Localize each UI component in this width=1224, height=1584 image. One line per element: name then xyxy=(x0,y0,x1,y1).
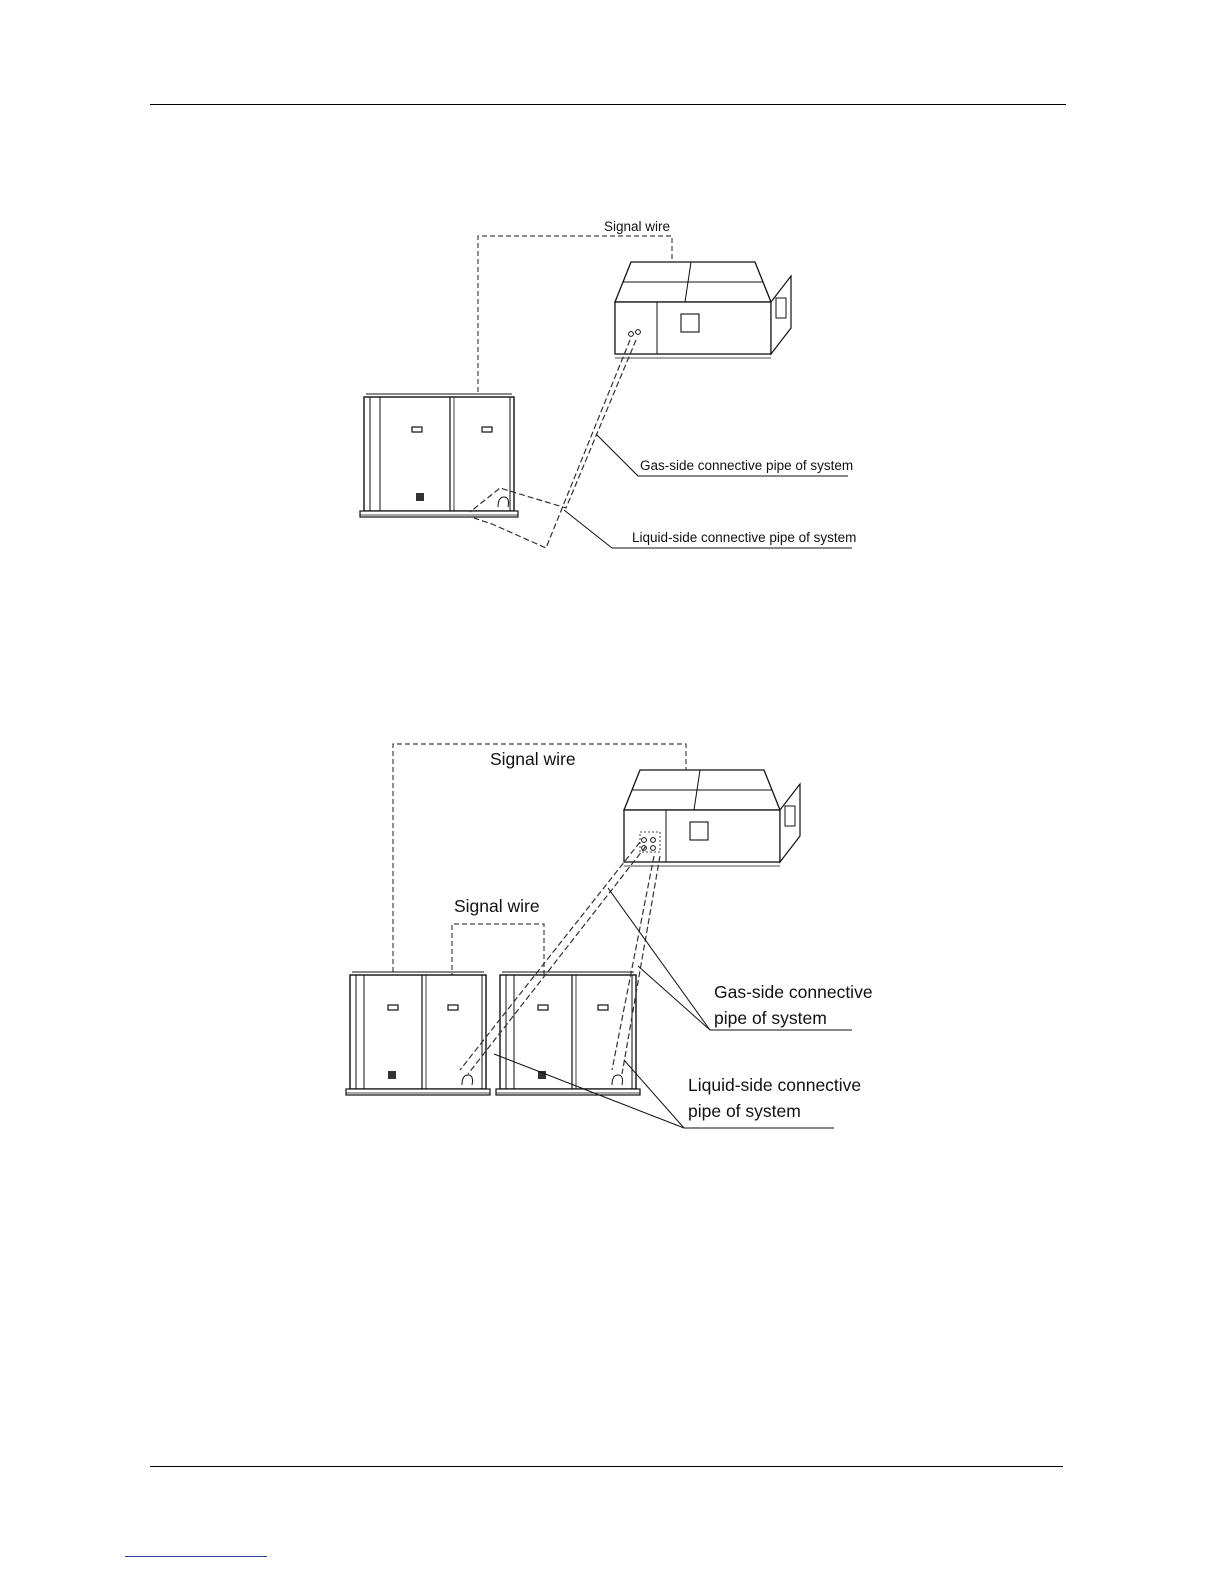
signal-wire-top-label: Signal wire xyxy=(490,749,576,769)
indoor-unit-2 xyxy=(624,770,800,866)
outdoor-unit-right xyxy=(496,972,640,1095)
diagram-dual-outdoor xyxy=(346,744,873,1128)
liquid-pipe-label-2: pipe of system xyxy=(688,1101,801,1121)
gas-pipe-label-1: Gas-side connective xyxy=(714,982,873,1002)
indoor-unit xyxy=(615,262,791,358)
signal-wire-label: Signal wire xyxy=(604,219,671,234)
gas-pipe-label: Gas-side connective pipe of system xyxy=(640,458,854,473)
outdoor-unit-left xyxy=(346,972,490,1095)
footer-rule xyxy=(150,1466,1063,1467)
gas-pipe-leader-2 xyxy=(638,966,710,1030)
diagram-single-outdoor xyxy=(360,219,856,548)
outdoor-unit xyxy=(360,394,518,517)
footer-link-underline xyxy=(125,1556,267,1557)
signal-wire-mid-label: Signal wire xyxy=(454,896,540,916)
liquid-pipe-label: Liquid-side connective pipe of system xyxy=(632,530,857,545)
liquid-pipe-label-1: Liquid-side connective xyxy=(688,1075,862,1095)
gas-pipe-label-2: pipe of system xyxy=(714,1008,827,1028)
